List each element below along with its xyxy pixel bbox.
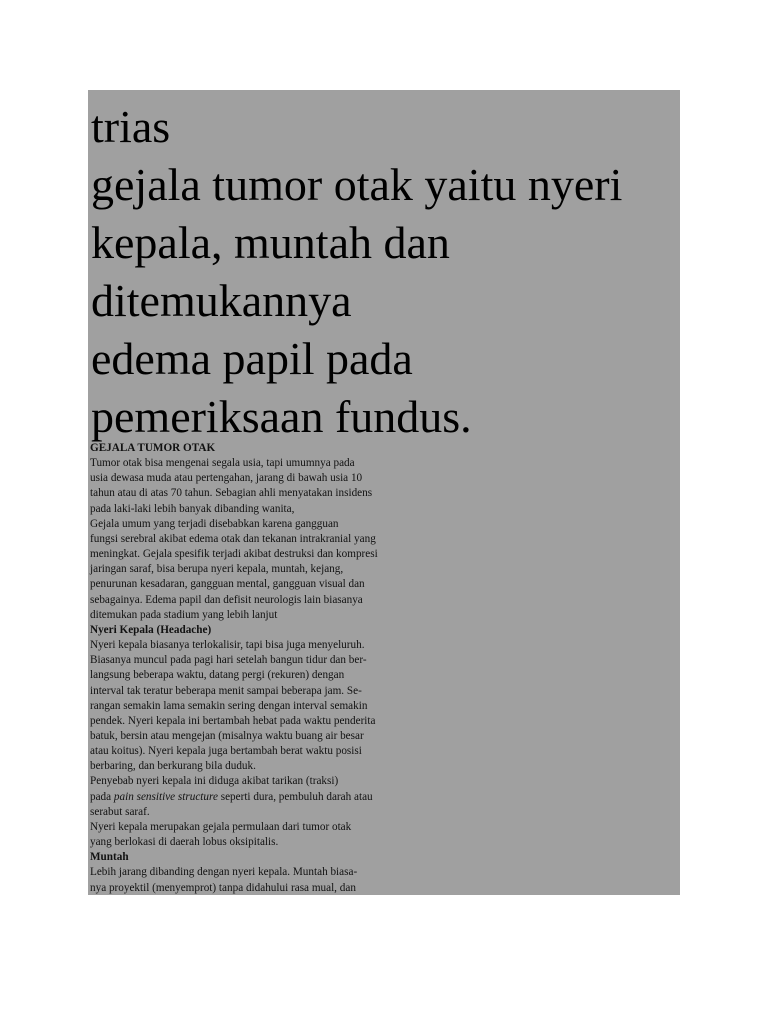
paragraph-line: Nyeri kepala biasanya terlokalisir, tapi bisa juga menyeluruh.: [90, 639, 365, 652]
paragraph-line: Gejala umum yang terjadi disebabkan karena gangguan: [90, 517, 339, 530]
section-heading-muntah: Muntah: [90, 851, 129, 864]
paragraph-line: rangan semakin lama semakin sering dengan interval semakin: [90, 699, 368, 712]
paragraph-line: batuk, bersin atau mengejan (misalnya waktu buang air besar: [90, 729, 364, 742]
paragraph-line: Tumor otak bisa mengenai segala usia, tapi umumnya pada: [90, 457, 355, 470]
headline-line: gejala tumor otak yaitu nyeri: [91, 159, 623, 210]
paragraph-line-mixed: [90, 790, 450, 805]
paragraph-line: fungsi serebral akibat edema otak dan tekanan intrakranial yang: [90, 532, 376, 545]
headline-line: trias: [91, 101, 171, 152]
paragraph-line: berbaring, dan berkurang bila duduk.: [90, 760, 256, 773]
paragraph-line: pada laki-laki lebih banyak dibanding wanita,: [90, 502, 295, 515]
italic-term: pain sensitive structure: [113, 790, 218, 803]
paragraph-line: jaringan saraf, bisa berupa nyeri kepala, muntah, kejang,: [90, 563, 344, 576]
paragraph-line: Nyeri kepala merupakan gejala permulaan dari tumor otak: [90, 820, 352, 833]
section-heading-gejala: GEJALA TUMOR OTAK: [90, 442, 216, 454]
paragraph-line: serabut saraf.: [90, 805, 150, 818]
paragraph-line: nya proyektil (menyemprot) tanpa didahului rasa mual, dan: [90, 881, 356, 894]
headline-block: [91, 98, 679, 446]
text-run: pada: [90, 790, 114, 803]
headline-line: kepala, muntah dan: [91, 217, 450, 268]
paragraph-line: atau koitus). Nyeri kepala juga bertambah berat waktu posisi: [90, 745, 362, 758]
paragraph-line: langsung beberapa waktu, datang pergi (rekuren) dengan: [90, 669, 345, 682]
text-run: seperti dura, pembuluh darah atau: [217, 790, 373, 803]
body-text: [90, 441, 450, 895]
paragraph-line: tahun atau di atas 70 tahun. Sebagian ahli menyatakan insidens: [90, 487, 373, 500]
headline-line: ditemukannya: [91, 275, 352, 326]
paragraph-line: pendek. Nyeri kepala ini bertambah hebat pada waktu penderita: [90, 714, 376, 727]
paragraph-line: Biasanya muncul pada pagi hari setelah bangun tidur dan ber-: [90, 654, 367, 667]
paragraph-line: Lebih jarang dibanding dengan nyeri kepala. Muntah biasa-: [90, 866, 358, 879]
headline-line: pemeriksaan fundus.: [91, 391, 472, 442]
paragraph-line: meningkat. Gejala spesifik terjadi akibat destruksi dan kompresi: [90, 548, 378, 561]
paragraph-line: interval tak teratur beberapa menit sampai beberapa jam. Se-: [90, 684, 362, 697]
paragraph-line: sebagainya. Edema papil dan defisit neurologis lain biasanya: [90, 593, 363, 606]
document-page: [88, 90, 680, 895]
section-heading-nyeri-kepala: Nyeri Kepala (Headache): [90, 623, 212, 636]
paragraph-line: yang berlokasi di daerah lobus oksipitalis.: [90, 836, 279, 849]
paragraph-line: Penyebab nyeri kepala ini diduga akibat tarikan (traksi): [90, 775, 339, 788]
paragraph-line: penurunan kesadaran, gangguan mental, gangguan visual dan: [90, 578, 365, 591]
headline-line: edema papil pada: [91, 333, 413, 384]
paragraph-line: ditemukan pada stadium yang lebih lanjut: [90, 608, 278, 621]
paragraph-line: usia dewasa muda atau pertengahan, jarang di bawah usia 10: [90, 472, 363, 485]
